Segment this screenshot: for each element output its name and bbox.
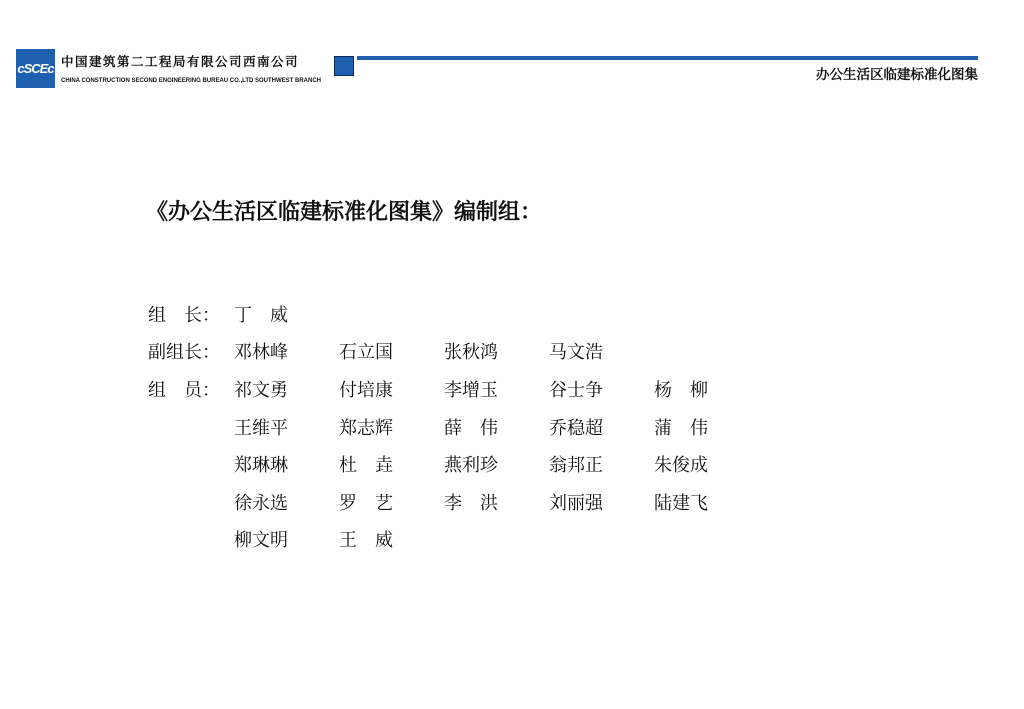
roster-row: [148, 333, 759, 371]
company-logo: [16, 49, 55, 88]
company-name-en: CHINA CONSTRUCTION SECOND ENGINEERING BUREAU CO.,LTD SOUTHWEST BRANCH: [61, 78, 322, 84]
header-square-decoration: [334, 56, 354, 76]
member-name: 王 威: [339, 530, 393, 552]
member-name: 杜 垚: [339, 455, 393, 477]
member-name: 翁邦正: [549, 455, 603, 477]
member-name: 王维平: [234, 417, 288, 439]
roster-row: [148, 521, 759, 559]
member-name: 燕利珍: [444, 455, 498, 477]
member-name: 李增玉: [444, 379, 498, 401]
document-title: 办公生活区临建标准化图集: [816, 67, 978, 83]
member-name: 石立国: [339, 342, 393, 364]
member-name: 付培康: [339, 379, 393, 401]
committee-roster: [148, 295, 759, 558]
member-name: 郑琳琳: [234, 455, 288, 477]
member-name: 李 洪: [444, 492, 498, 514]
member-name: 丁 威: [234, 304, 288, 326]
member-name: 朱俊成: [654, 455, 708, 477]
member-name: 蒲 伟: [654, 417, 708, 439]
member-name: 郑志辉: [339, 417, 393, 439]
member-name: 乔稳超: [549, 417, 603, 439]
member-name: 马文浩: [549, 342, 603, 364]
role-label: 组 员：: [148, 379, 220, 401]
member-name: 陆建飞: [654, 492, 708, 514]
member-name: 薛 伟: [444, 417, 498, 439]
header-rule: [357, 56, 978, 60]
roster-row: [148, 445, 759, 483]
member-name: 刘丽强: [549, 492, 603, 514]
logo-text: cSCEc: [17, 61, 54, 76]
member-name: 杨 柳: [654, 379, 708, 401]
roster-row: [148, 295, 759, 333]
member-name: 谷士争: [549, 379, 603, 401]
member-name: 罗 艺: [339, 492, 393, 514]
committee-heading: 《办公生活区临建标准化图集》编制组：: [146, 200, 543, 225]
member-name: 徐永选: [234, 492, 288, 514]
roster-row: [148, 408, 759, 446]
roster-row: [148, 370, 759, 408]
member-name: 张秋鸿: [444, 342, 498, 364]
role-label: 组 长：: [148, 304, 220, 326]
member-name: 邓林峰: [234, 342, 288, 364]
role-label: 副组长：: [148, 342, 220, 364]
member-name: 柳文明: [234, 530, 288, 552]
company-name-cn: 中国建筑第二工程局有限公司西南公司: [61, 54, 300, 69]
roster-row: [148, 483, 759, 521]
member-name: 祁文勇: [234, 379, 288, 401]
